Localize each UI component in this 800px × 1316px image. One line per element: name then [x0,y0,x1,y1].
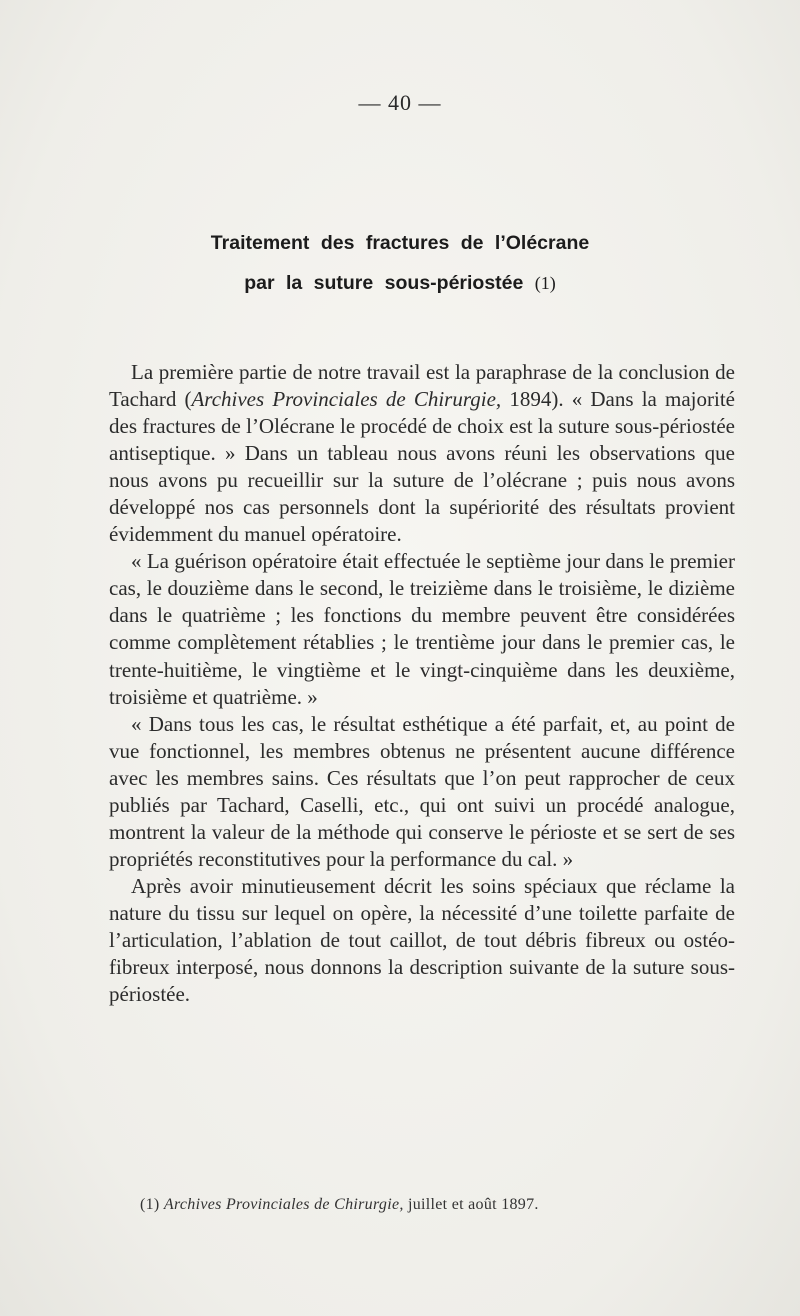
footnote-date: juillet et août 1897. [407,1196,539,1213]
paragraph-1 [109,359,735,548]
paragraph-1-text-a: La première partie de notre travail est la paraphrase de la conclusion de Tachard ( [109,360,735,412]
chapter-title-line-1 [0,232,800,255]
chapter-title-text: Traitement des fractures de l’Olécrane [210,232,590,254]
chapter-title-line-2 [0,272,800,295]
footnote-reference: (1) [534,273,556,293]
footnote-journal-title: Archives Provinciales de Chirurgie, [163,1196,404,1213]
chapter-subtitle-text: par la suture sous-périostée [244,272,524,294]
footnote [140,1196,740,1214]
page-number: — 40 — [358,90,442,115]
paragraph-4: Après avoir minutieusement décrit les soins spéciaux que réclame la nature du tissu sur lequel on opère, la nécessité d’une toilette parfaite de l’articulation, l’ablation de tout caillot, de tout débris fibreux ou ostéo-fibreux interposé, nous donnons la description suivante de la suture sous-périostée. [109,873,735,1007]
paragraph-1-text-b: 1894). « Dans la majorité des fractures de l’Olécrane le procédé de choix est la suture sous-périostée antiseptique. » Dans un tableau nous avons réuni les observations que nous avons pu recueillir sur la suture de l’olécrane ; puis nous avons développé nos cas personnels dont la supériorité des résultats provient évidemment du manuel opératoire. [109,387,736,547]
paragraph-3: « Dans tous les cas, le résultat esthétique a été parfait, et, au point de vue fonctionnel, les membres obtenus ne présentent aucune différence avec les membres sains. Ces résultats que l’on peut rapprocher de ceux publiés par Tachard, Caselli, etc., qui ont suivi un procédé analogue, montrent la valeur de la méthode qui conserve le périoste et se sert de ses propriétés reconstitutives pour la performance du cal. » [109,711,735,871]
body-text [109,359,735,1008]
footnote-marker: (1) [140,1196,160,1213]
paragraph-1-journal-title: Archives Provinciales de Chirurgie, [191,387,502,412]
paragraph-2: « La guérison opératoire était effectuée le septième jour dans le premier cas, le douzième dans le second, le treizième dans le troisième, le dizième dans le quatrième ; les fonctions du membre peuvent être considérées comme complètement rétablies ; le trentième jour dans le premier cas, le trente-huitième, le vingtième et le vingt-cinquième dans les deuxième, troisième et quatrième. » [109,549,735,709]
